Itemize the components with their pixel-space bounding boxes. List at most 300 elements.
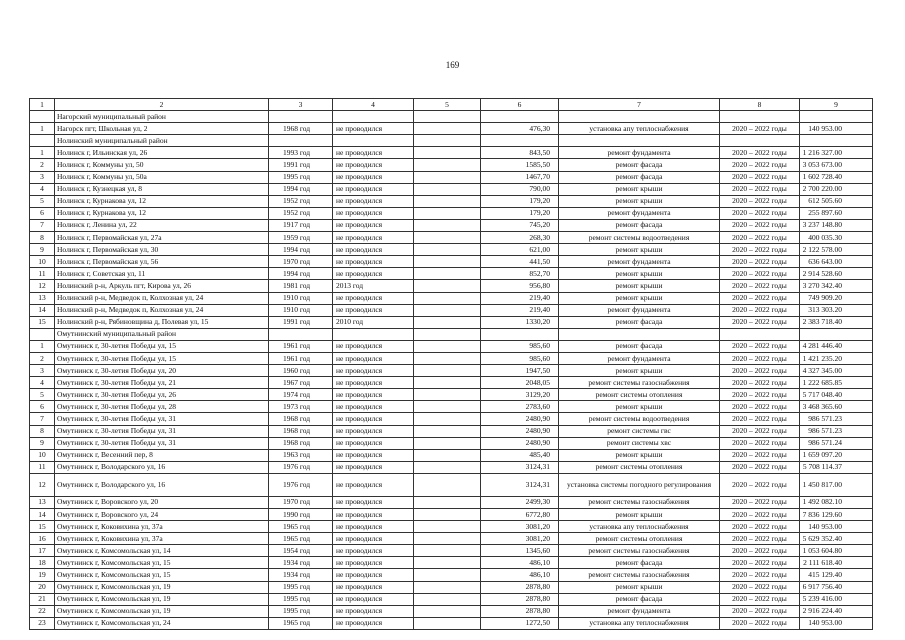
period-cell: 2020 – 2022 годы [720,425,800,437]
last-repair-cell: не проводился [333,232,414,244]
column-5-cell [414,316,481,328]
row-number-cell: 11 [30,268,55,280]
last-repair-cell: не проводился [333,509,414,521]
work-type-cell: ремонт крыши [559,195,720,207]
address-cell: Омутнинск г, Володарского ул, 16 [55,461,269,473]
last-repair-cell: не проводился [333,449,414,461]
area-cell: 2048,05 [481,377,559,389]
commission-year-cell: 1995 год [269,171,333,183]
column-5-cell [414,569,481,581]
last-repair-cell: не проводился [333,159,414,171]
column-5-cell [414,425,481,437]
last-repair-cell: не проводился [333,401,414,413]
work-type-cell: ремонт крыши [559,509,720,521]
work-type-cell: установка апу теплоснабжения [559,521,720,533]
area-cell: 1345,60 [481,545,559,557]
address-cell: Омутнинск г, 30-летия Победы ул, 15 [55,352,269,364]
area-cell: 745,20 [481,219,559,231]
table-row [30,449,873,461]
period-cell: 2020 – 2022 годы [720,159,800,171]
row-number-cell: 8 [30,425,55,437]
table-row [30,352,873,364]
district-row [30,328,873,340]
table-row [30,413,873,425]
cost-cell: 2 111 618.40 [800,557,873,569]
address-cell: Омутнинск г, Воровского ул, 24 [55,509,269,521]
empty-cell [269,135,333,147]
period-cell: 2020 – 2022 годы [720,509,800,521]
area-cell: 1272,50 [481,617,559,629]
cost-cell: 1 222 685.85 [800,377,873,389]
row-number-cell: 15 [30,521,55,533]
column-5-cell [414,401,481,413]
work-type-cell: ремонт системы гвс [559,425,720,437]
work-type-cell: ремонт крыши [559,280,720,292]
cost-cell: 986 571.23 [800,413,873,425]
row-number-cell: 23 [30,617,55,629]
period-cell: 2020 – 2022 годы [720,171,800,183]
period-cell: 2020 – 2022 годы [720,437,800,449]
column-5-cell [414,352,481,364]
table-row [30,195,873,207]
empty-cell [559,328,720,340]
last-repair-cell: не проводился [333,473,414,496]
empty-cell [559,111,720,123]
column-5-cell [414,581,481,593]
column-5-cell [414,617,481,629]
address-cell: Омутнинск г, 30-летия Победы ул, 31 [55,413,269,425]
last-repair-cell: не проводился [333,268,414,280]
last-repair-cell: не проводился [333,425,414,437]
work-type-cell: ремонт фасада [559,340,720,352]
column-5-cell [414,461,481,473]
column-5-cell [414,593,481,605]
header-cell: 4 [333,99,414,111]
row-number-cell: 21 [30,593,55,605]
area-cell: 843,50 [481,147,559,159]
last-repair-cell: не проводился [333,569,414,581]
column-5-cell [414,147,481,159]
cost-cell: 3 237 148.80 [800,219,873,231]
area-cell: 3124,31 [481,473,559,496]
period-cell: 2020 – 2022 годы [720,617,800,629]
row-number-cell: 6 [30,401,55,413]
address-cell: Нолинский р-н, Аркуль пгт, Кирова ул, 26 [55,280,269,292]
period-cell: 2020 – 2022 годы [720,304,800,316]
address-cell: Нолинск г, Коммуны ул, 50а [55,171,269,183]
commission-year-cell: 1976 год [269,461,333,473]
period-cell: 2020 – 2022 годы [720,232,800,244]
table-row [30,244,873,256]
period-cell: 2020 – 2022 годы [720,557,800,569]
column-5-cell [414,449,481,461]
last-repair-cell: не проводился [333,207,414,219]
table-row [30,473,873,496]
work-type-cell: ремонт системы водоотведения [559,232,720,244]
cost-cell: 1 492 082.10 [800,496,873,508]
period-cell: 2020 – 2022 годы [720,207,800,219]
column-5-cell [414,509,481,521]
empty-cell [481,135,559,147]
address-cell: Нолинск г, Коммуны ул, 50 [55,159,269,171]
work-type-cell: ремонт фасада [559,316,720,328]
header-cell: 1 [30,99,55,111]
column-5-cell [414,268,481,280]
last-repair-cell: не проводился [333,183,414,195]
last-repair-cell: не проводился [333,533,414,545]
header-cell: 9 [800,99,873,111]
cost-cell: 400 035.30 [800,232,873,244]
row-number-cell [30,111,55,123]
header-cell: 8 [720,99,800,111]
row-number-cell: 10 [30,449,55,461]
last-repair-cell: не проводился [333,377,414,389]
row-number-cell: 12 [30,280,55,292]
empty-cell [800,328,873,340]
column-5-cell [414,545,481,557]
cost-cell: 1 602 728.40 [800,171,873,183]
last-repair-cell: не проводился [333,123,414,135]
last-repair-cell: не проводился [333,617,414,629]
last-repair-cell: не проводился [333,340,414,352]
address-cell: Омутнинск г, 30-летия Победы ул, 28 [55,401,269,413]
row-number-cell: 6 [30,207,55,219]
empty-cell [414,135,481,147]
row-number-cell: 7 [30,219,55,231]
area-cell: 2878,80 [481,581,559,593]
table-row [30,256,873,268]
cost-cell: 1 659 097.20 [800,449,873,461]
commission-year-cell: 1994 год [269,268,333,280]
area-cell: 486,10 [481,569,559,581]
column-5-cell [414,280,481,292]
row-number-cell: 3 [30,171,55,183]
cost-cell: 986 571.24 [800,437,873,449]
work-type-cell: ремонт системы водоотведения [559,413,720,425]
header-cell: 2 [55,99,269,111]
empty-cell [414,111,481,123]
last-repair-cell: не проводился [333,244,414,256]
period-cell: 2020 – 2022 годы [720,256,800,268]
work-type-cell: ремонт крыши [559,401,720,413]
cost-cell: 636 643.00 [800,256,873,268]
work-type-cell: установка апу теплоснабжения [559,617,720,629]
commission-year-cell: 1993 год [269,147,333,159]
work-type-cell: ремонт фундамента [559,256,720,268]
address-cell: Омутнинск г, Комсомольская ул, 15 [55,557,269,569]
commission-year-cell: 1960 год [269,365,333,377]
empty-cell [269,328,333,340]
column-5-cell [414,207,481,219]
column-5-cell [414,521,481,533]
row-number-cell: 14 [30,304,55,316]
address-cell: Омутнинск г, 30-летия Победы ул, 31 [55,425,269,437]
column-5-cell [414,605,481,617]
address-cell: Омутнинск г, 30-летия Победы ул, 26 [55,389,269,401]
period-cell: 2020 – 2022 годы [720,545,800,557]
last-repair-cell: не проводился [333,605,414,617]
row-number-cell: 14 [30,509,55,521]
table-row [30,509,873,521]
cost-cell: 7 836 129.60 [800,509,873,521]
table-row [30,171,873,183]
work-type-cell: ремонт фасада [559,593,720,605]
table-row [30,461,873,473]
commission-year-cell: 1965 год [269,617,333,629]
area-cell: 790,00 [481,183,559,195]
row-number-cell: 12 [30,473,55,496]
table-row [30,557,873,569]
empty-cell [559,135,720,147]
empty-cell [333,328,414,340]
table-row [30,183,873,195]
last-repair-cell: не проводился [333,171,414,183]
work-type-cell: ремонт фасада [559,219,720,231]
area-cell: 219,40 [481,304,559,316]
empty-cell [269,111,333,123]
last-repair-cell: не проводился [333,496,414,508]
period-cell: 2020 – 2022 годы [720,280,800,292]
address-cell: Омутнинск г, Комсомольская ул, 19 [55,605,269,617]
work-type-cell: ремонт крыши [559,292,720,304]
empty-cell [800,111,873,123]
area-cell: 1585,50 [481,159,559,171]
commission-year-cell: 1963 год [269,449,333,461]
column-5-cell [414,244,481,256]
commission-year-cell: 1995 год [269,593,333,605]
address-cell: Нолинск г, Ленина ул, 22 [55,219,269,231]
empty-cell [333,135,414,147]
last-repair-cell: не проводился [333,521,414,533]
work-type-cell: ремонт фундамента [559,207,720,219]
table-row [30,159,873,171]
address-cell: Нолинск г, Первомайская ул, 56 [55,256,269,268]
work-type-cell: ремонт фундамента [559,147,720,159]
work-type-cell: ремонт фундамента [559,304,720,316]
table-row [30,365,873,377]
column-5-cell [414,473,481,496]
row-number-cell [30,328,55,340]
last-repair-cell: не проводился [333,304,414,316]
column-5-cell [414,219,481,231]
commission-year-cell: 1934 год [269,557,333,569]
period-cell: 2020 – 2022 годы [720,147,800,159]
last-repair-cell: не проводился [333,352,414,364]
work-type-cell: ремонт фасада [559,557,720,569]
table-row [30,316,873,328]
table-row [30,581,873,593]
commission-year-cell: 1995 год [269,605,333,617]
last-repair-cell: не проводился [333,557,414,569]
address-cell: Нолинск г, Первомайская ул, 27а [55,232,269,244]
header-cell: 3 [269,99,333,111]
address-cell: Омутнинск г, 30-летия Победы ул, 31 [55,437,269,449]
row-number-cell: 13 [30,496,55,508]
cost-cell: 2 383 718.40 [800,316,873,328]
column-5-cell [414,183,481,195]
table-row [30,533,873,545]
work-type-cell: ремонт системы газоснабжения [559,496,720,508]
table-row [30,401,873,413]
row-number-cell: 4 [30,183,55,195]
commission-year-cell: 1965 год [269,521,333,533]
row-number-cell: 9 [30,244,55,256]
row-number-cell: 8 [30,232,55,244]
commission-year-cell: 1973 год [269,401,333,413]
address-cell: Нолинск г, Курнакова ул, 12 [55,207,269,219]
work-type-cell: ремонт крыши [559,365,720,377]
address-cell: Нолинский р-н, Рябиновщина д, Полевая ул, 15 [55,316,269,328]
address-cell: Омутнинск г, Комсомольская ул, 15 [55,569,269,581]
work-type-cell: ремонт системы газоснабжения [559,569,720,581]
commission-year-cell: 1974 год [269,389,333,401]
cost-cell: 2 122 578.00 [800,244,873,256]
table-body [30,99,873,630]
period-cell: 2020 – 2022 годы [720,389,800,401]
cost-cell: 140 953.00 [800,521,873,533]
area-cell: 2783,60 [481,401,559,413]
row-number-cell: 2 [30,352,55,364]
row-number-cell [30,135,55,147]
header-row [30,99,873,111]
commission-year-cell: 1970 год [269,256,333,268]
row-number-cell: 1 [30,147,55,159]
row-number-cell: 19 [30,569,55,581]
address-cell: Нагорск пгт, Школьная ул, 2 [55,123,269,135]
row-number-cell: 2 [30,159,55,171]
commission-year-cell: 1994 год [269,183,333,195]
area-cell: 1947,50 [481,365,559,377]
table-row [30,268,873,280]
district-name: Омутнинский муниципальный район [55,328,269,340]
last-repair-cell: не проводился [333,413,414,425]
column-5-cell [414,159,481,171]
table-row [30,207,873,219]
area-cell: 485,40 [481,449,559,461]
commission-year-cell: 1968 год [269,123,333,135]
area-cell: 3081,20 [481,533,559,545]
commission-year-cell: 1967 год [269,377,333,389]
cost-cell: 5 239 416.00 [800,593,873,605]
empty-cell [720,328,800,340]
cost-cell: 986 571.23 [800,425,873,437]
row-number-cell: 1 [30,340,55,352]
empty-cell [333,111,414,123]
table-row [30,545,873,557]
commission-year-cell: 1959 год [269,232,333,244]
commission-year-cell: 1995 год [269,581,333,593]
table-row [30,569,873,581]
period-cell: 2020 – 2022 годы [720,401,800,413]
column-5-cell [414,496,481,508]
commission-year-cell: 1961 год [269,340,333,352]
work-type-cell: ремонт системы отопления [559,533,720,545]
area-cell: 1330,20 [481,316,559,328]
table-row [30,232,873,244]
area-cell: 2480,90 [481,413,559,425]
last-repair-cell: не проводился [333,593,414,605]
table-row [30,123,873,135]
period-cell: 2020 – 2022 годы [720,244,800,256]
commission-year-cell: 1991 год [269,316,333,328]
cost-cell: 2 700 220.00 [800,183,873,195]
last-repair-cell: не проводился [333,147,414,159]
cost-cell: 3 270 342.40 [800,280,873,292]
area-cell: 2480,90 [481,437,559,449]
area-cell: 441,50 [481,256,559,268]
row-number-cell: 7 [30,413,55,425]
cost-cell: 749 909.20 [800,292,873,304]
period-cell: 2020 – 2022 годы [720,581,800,593]
address-cell: Нолинский р-н, Медведок п, Колхозная ул, 24 [55,304,269,316]
empty-cell [720,135,800,147]
table-row [30,593,873,605]
address-cell: Омутнинск г, Воровского ул, 20 [55,496,269,508]
capital-repair-table [29,98,873,630]
district-name: Нолинский муниципальный район [55,135,269,147]
cost-cell: 2 916 224.40 [800,605,873,617]
column-5-cell [414,304,481,316]
page-number: 169 [445,60,460,70]
cost-cell: 1 053 604.80 [800,545,873,557]
commission-year-cell: 1952 год [269,195,333,207]
address-cell: Омутнинск г, Комсомольская ул, 19 [55,593,269,605]
column-5-cell [414,340,481,352]
work-type-cell: ремонт фундамента [559,605,720,617]
cost-cell: 6 917 756.40 [800,581,873,593]
commission-year-cell: 1976 год [269,473,333,496]
area-cell: 3129,20 [481,389,559,401]
work-type-cell: установка апу теплоснабжения [559,123,720,135]
row-number-cell: 5 [30,389,55,401]
table-row [30,521,873,533]
commission-year-cell: 1954 год [269,545,333,557]
address-cell: Нолинск г, Первомайская ул, 30 [55,244,269,256]
area-cell: 621,00 [481,244,559,256]
last-repair-cell: не проводился [333,292,414,304]
column-5-cell [414,389,481,401]
empty-cell [481,328,559,340]
commission-year-cell: 1910 год [269,304,333,316]
column-5-cell [414,377,481,389]
cost-cell: 4 281 446.40 [800,340,873,352]
period-cell: 2020 – 2022 годы [720,413,800,425]
period-cell: 2020 – 2022 годы [720,268,800,280]
cost-cell: 3 053 673.00 [800,159,873,171]
area-cell: 1467,70 [481,171,559,183]
table-row [30,389,873,401]
area-cell: 956,80 [481,280,559,292]
last-repair-cell: не проводился [333,581,414,593]
period-cell: 2020 – 2022 годы [720,195,800,207]
address-cell: Омутнинск г, Коковихина ул, 37а [55,521,269,533]
period-cell: 2020 – 2022 годы [720,521,800,533]
last-repair-cell: не проводился [333,437,414,449]
address-cell: Омутнинск г, Коковихина ул, 37а [55,533,269,545]
work-type-cell: ремонт фундамента [559,352,720,364]
area-cell: 852,70 [481,268,559,280]
period-cell: 2020 – 2022 годы [720,219,800,231]
area-cell: 219,40 [481,292,559,304]
period-cell: 2020 – 2022 годы [720,473,800,496]
row-number-cell: 3 [30,365,55,377]
area-cell: 486,10 [481,557,559,569]
header-cell: 7 [559,99,720,111]
period-cell: 2020 – 2022 годы [720,340,800,352]
cost-cell: 5 629 352.40 [800,533,873,545]
period-cell: 2020 – 2022 годы [720,496,800,508]
table-row [30,425,873,437]
